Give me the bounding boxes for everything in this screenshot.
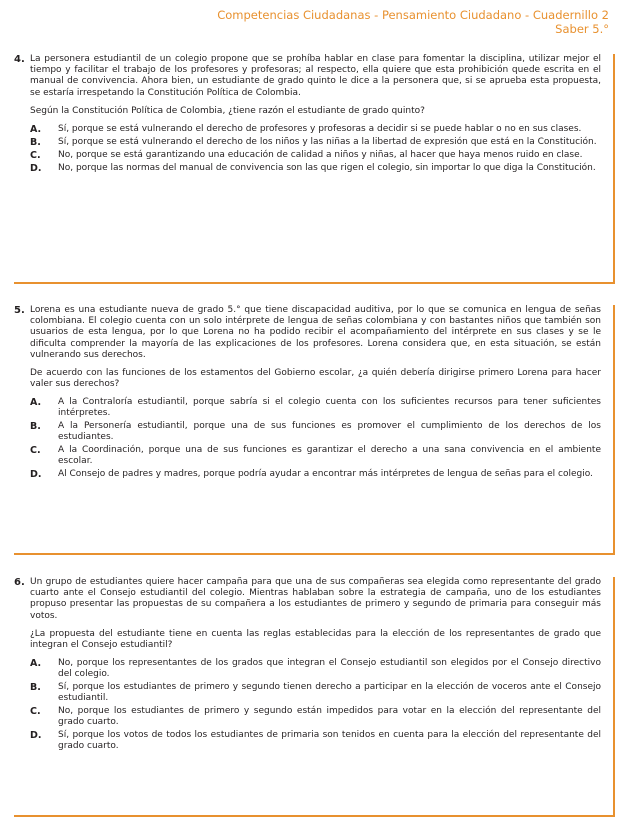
header-title: Competencias Ciudadanas - Pensamiento Ciudadano - Cuadernillo 2 xyxy=(217,8,609,22)
question-prompt: ¿La propuesta del estudiante tiene en cuenta las reglas establecidas para la elección de los representantes de grado que integran el Consejo estudiantil? xyxy=(30,628,601,651)
option-letter: B. xyxy=(30,421,41,433)
option-c[interactable] xyxy=(30,706,601,728)
option-letter: D. xyxy=(30,163,42,175)
option-c[interactable] xyxy=(30,445,601,467)
option-letter: D. xyxy=(30,730,42,742)
option-b[interactable] xyxy=(30,137,601,148)
option-text: No, porque las normas del manual de convivencia son las que rigen el colegio, sin importar lo que diga la Constitución. xyxy=(58,163,596,174)
question-number: 4. xyxy=(14,54,25,65)
option-b[interactable] xyxy=(30,682,601,704)
question-5 xyxy=(14,305,615,555)
option-text: Sí, porque se está vulnerando el derecho de profesores y profesoras a decidir si se puede hablar o no en sus clases. xyxy=(58,124,582,135)
question-stem-text: Lorena es una estudiante nueva de grado 5.° que tiene discapacidad auditiva, por lo que se comunica en lengua de señas colombiana. El colegio cuenta con un solo intérprete de lengua de señas colombiana y con bastantes niños que también son usuarios de esta lengua, por lo que Lorena no ha podido recibir el acompañamiento del intérprete en sus clases y se le dificulta comprender la mayoría de las explicaciones de los profesores. Lorena considera que, en esta situación, se están vulnerando sus derechos. xyxy=(30,305,601,360)
option-letter: C. xyxy=(30,706,41,718)
option-text: Al Consejo de padres y madres, porque podría ayudar a encontrar más intérpretes de lengua de señas para el colegio. xyxy=(58,469,593,480)
option-text: Sí, porque se está vulnerando el derecho de los niños y las niñas a la libertad de expresión que está en la Constitución. xyxy=(58,137,597,148)
option-c[interactable] xyxy=(30,150,601,161)
option-a[interactable] xyxy=(30,397,601,419)
question-stem xyxy=(14,577,601,622)
page-header xyxy=(217,8,609,36)
option-b[interactable] xyxy=(30,421,601,443)
question-stem-text: La personera estudiantil de un colegio propone que se prohíba hablar en clase para fomentar la disciplina, utilizar mejor el tiempo y facilitar el trabajo de los profesores y profesoras; al respecto, ella quiere que esta prohibición quede escrita en el manual de convivencia. Ahora bien, un estudiante de grado quinto le dice a la personera que, si se aprueba esta propuesta, se estaría irrespetando la Constitución Política de Colombia. xyxy=(30,54,601,98)
answer-options xyxy=(14,124,601,174)
option-letter: B. xyxy=(30,137,41,149)
option-text: No, porque los representantes de los grados que integran el Consejo estudiantil son elegidos por el Consejo directivo del colegio. xyxy=(58,658,601,680)
question-6 xyxy=(14,577,615,817)
option-letter: C. xyxy=(30,150,41,162)
answer-options xyxy=(14,397,601,480)
option-letter: A. xyxy=(30,124,42,136)
option-letter: C. xyxy=(30,445,41,457)
option-text: A la Contraloría estudiantil, porque sabría si el colegio cuenta con los suficientes recursos para tener suficientes intérpretes. xyxy=(58,397,601,419)
question-number: 6. xyxy=(14,577,25,588)
option-a[interactable] xyxy=(30,124,601,135)
question-prompt: De acuerdo con las funciones de los estamentos del Gobierno escolar, ¿a quién debería dirigirse primero Lorena para hacer valer sus derechos? xyxy=(30,368,601,390)
option-text: No, porque los estudiantes de primero y segundo están impedidos para votar en la elección del representante del grado cuarto. xyxy=(58,706,601,728)
option-d[interactable] xyxy=(30,469,601,480)
option-letter: A. xyxy=(30,658,42,670)
option-letter: D. xyxy=(30,469,42,481)
question-prompt: Según la Constitución Política de Colombia, ¿tiene razón el estudiante de grado quinto? xyxy=(30,105,425,116)
option-d[interactable] xyxy=(30,163,601,174)
option-text: No, porque se está garantizando una educación de calidad a niños y niñas, al hacer que haya menos ruido en clase. xyxy=(58,150,583,161)
answer-options xyxy=(14,658,601,752)
question-stem xyxy=(14,54,601,99)
option-letter: A. xyxy=(30,397,42,409)
option-d[interactable] xyxy=(30,730,601,752)
option-text: Sí, porque los estudiantes de primero y segundo tienen derecho a participar en la elección de voceros ante el Consejo estudiantil. xyxy=(58,682,601,704)
option-text: A la Coordinación, porque una de sus funciones es garantizar el derecho a una sana convivencia en el ambiente escolar. xyxy=(58,445,601,467)
question-number: 5. xyxy=(14,305,25,316)
option-a[interactable] xyxy=(30,658,601,680)
question-stem xyxy=(14,305,601,361)
header-subtitle: Saber 5.° xyxy=(555,22,609,36)
option-letter: B. xyxy=(30,682,41,694)
option-text: Sí, porque los votos de todos los estudiantes de primaria son tenidos en cuenta para la elección del representante del grado cuarto. xyxy=(58,730,601,752)
question-stem-text: Un grupo de estudiantes quiere hacer campaña para que una de sus compañeras sea elegida como representante del grado cuarto ante el Consejo estudiantil del colegio. Mientras hablaban sobre la estrategia de campaña, uno de los estudiantes propuso presentar las propuestas de su compañera a los estudiantes de primero y segundo de primaria para conseguir más votos. xyxy=(30,577,601,621)
option-text: A la Personería estudiantil, porque una de sus funciones es promover el cumplimiento de los derechos de los estudiantes. xyxy=(58,421,601,443)
question-4 xyxy=(14,54,615,284)
